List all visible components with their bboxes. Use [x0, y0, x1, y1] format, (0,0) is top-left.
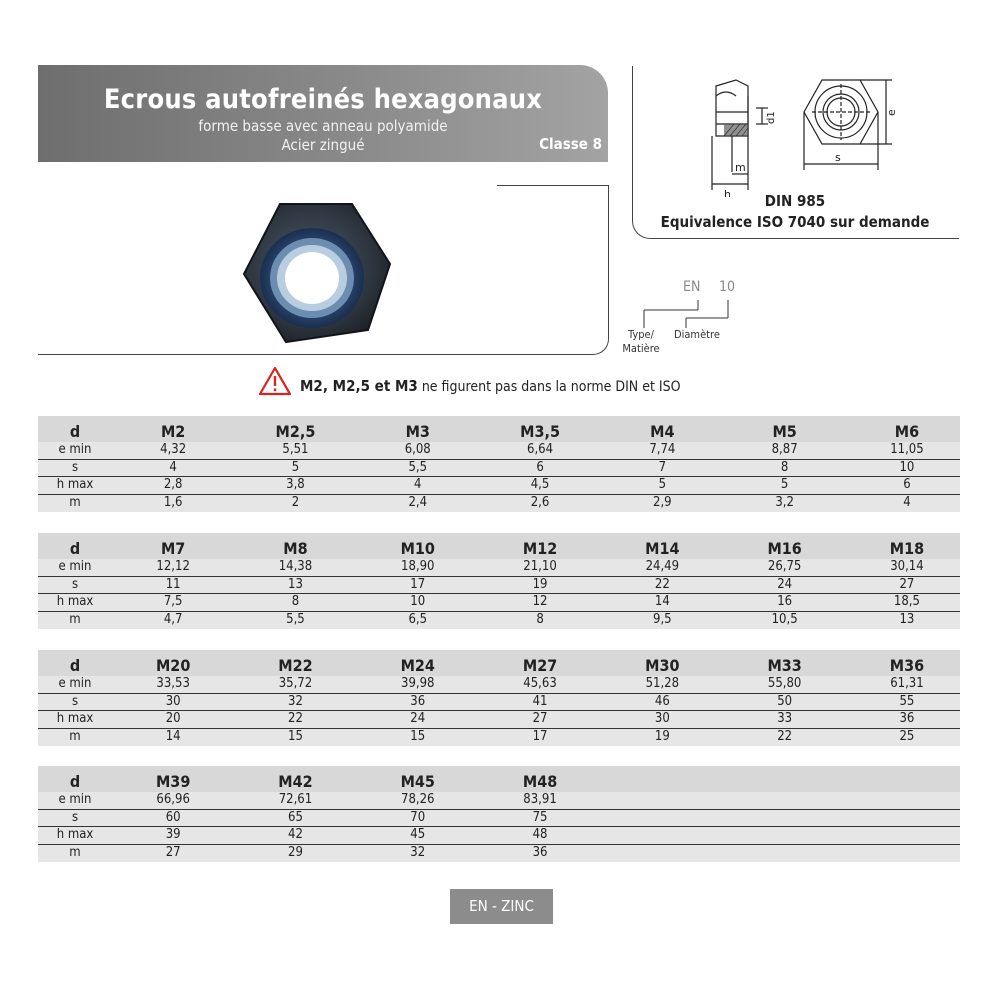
row-label: m — [69, 494, 81, 510]
table-cell: 39,98 — [401, 676, 435, 691]
header-cell-size: M12 — [522, 539, 558, 558]
table-cell: 30 — [165, 693, 181, 709]
header-cell-size: M2,5 — [275, 422, 316, 441]
table-header-row — [38, 766, 960, 792]
table-cell: 12,12 — [156, 559, 190, 574]
table-cell: 24 — [410, 711, 426, 726]
dimension-table — [38, 533, 960, 629]
table-row — [38, 495, 960, 513]
table-cell — [846, 810, 968, 827]
table-cell: 7,74 — [649, 442, 676, 457]
din985-technical-drawing — [700, 72, 900, 197]
table-cell: 11,05 — [890, 442, 924, 457]
header-cell-size: M7 — [160, 539, 186, 558]
table-cell: 41 — [532, 693, 548, 709]
table-cell: 35,72 — [278, 676, 313, 691]
designation-code: EN — [683, 279, 701, 295]
table-cell: 19 — [654, 728, 670, 744]
row-label: h max — [56, 711, 94, 726]
row-label: s — [71, 809, 79, 825]
table-cell — [846, 792, 968, 809]
dimension-table — [38, 650, 960, 746]
table-cell: 14 — [165, 728, 181, 744]
header-cell-size: M10 — [400, 539, 435, 558]
subtitle-form: forme basse avec anneau polyamide — [198, 117, 448, 135]
table-cell: 21,10 — [523, 559, 557, 574]
table-row — [38, 577, 960, 595]
table-header-row — [38, 650, 960, 676]
table-cell: 32 — [288, 693, 303, 709]
table-cell: 16 — [777, 594, 793, 609]
header-cell-size: M39 — [155, 772, 191, 791]
table-cell: 18,90 — [401, 559, 435, 574]
table-cell: 60 — [165, 809, 181, 825]
table-cell — [601, 810, 723, 827]
table-cell: 18,5 — [893, 594, 920, 609]
table-cell: 83,91 — [523, 792, 557, 807]
header-cell-d: d — [69, 422, 81, 441]
material-label: Matière — [622, 342, 660, 355]
table-row — [38, 477, 960, 495]
table-cell: 17 — [532, 728, 548, 744]
row-label: s — [71, 459, 79, 475]
table-cell: 8 — [780, 459, 789, 475]
table-cell: 5,5 — [286, 611, 305, 627]
row-label: s — [71, 576, 79, 592]
table-cell: 6,08 — [404, 442, 431, 457]
frame-line-bottom — [38, 354, 590, 355]
table-cell: 15 — [288, 728, 303, 744]
subtitle-material: Acier zingué — [281, 136, 365, 154]
header-cell-size: M27 — [522, 656, 558, 675]
row-label: h max — [56, 477, 94, 492]
header-cell-size: M36 — [889, 656, 925, 675]
table-cell — [723, 810, 845, 827]
warning-icon — [258, 366, 292, 396]
table-cell: 5 — [780, 477, 789, 492]
header-cell-d: d — [69, 772, 81, 791]
table-cell: 6 — [903, 477, 911, 492]
table-cell: 11 — [165, 576, 181, 592]
table-cell: 22 — [288, 711, 303, 726]
header-cell-size: M48 — [522, 772, 558, 791]
table-cell: 14,38 — [278, 559, 313, 574]
table-cell: 30 — [654, 711, 670, 726]
table-cell: 30,14 — [890, 559, 924, 574]
table-cell: 5,51 — [282, 442, 309, 457]
header-cell-size: M45 — [400, 772, 435, 791]
table-cell: 4,7 — [163, 611, 183, 627]
dim-label-h: h — [724, 188, 731, 197]
table-row — [38, 694, 960, 712]
warning-message: ne figurent pas dans la norme DIN et ISO — [421, 379, 681, 395]
table-cell — [846, 827, 968, 844]
table-cell — [601, 827, 723, 844]
row-label: m — [69, 844, 81, 860]
table-cell: 27 — [532, 711, 548, 726]
table-cell: 8 — [536, 611, 544, 627]
classe-label: Classe 8 — [539, 135, 602, 153]
table-cell: 33,53 — [156, 676, 190, 691]
table-cell: 33 — [777, 711, 793, 726]
table-cell: 36 — [532, 844, 548, 860]
table-cell: 12 — [532, 594, 548, 609]
frame-line-top — [497, 185, 608, 186]
table-cell: 14 — [654, 594, 670, 609]
header-cell-size: M8 — [283, 539, 308, 558]
table-cell: 22 — [654, 576, 670, 592]
row-label: e min — [58, 559, 92, 574]
designation-diameter: 10 — [719, 279, 736, 295]
table-cell: 65 — [288, 809, 303, 825]
table-row — [38, 827, 960, 845]
type-material-label — [620, 328, 662, 356]
row-label: e min — [58, 792, 92, 807]
frame-corner — [590, 336, 609, 355]
header-cell-size: M33 — [767, 656, 802, 675]
dim-label-e: e — [885, 109, 898, 116]
header-cell-size: M5 — [772, 422, 797, 441]
iso-equivalence: Equivalence ISO 7040 sur demande — [660, 213, 930, 231]
header-cell-d: d — [69, 539, 81, 558]
table-cell: 2,8 — [163, 477, 183, 492]
warning-text — [300, 377, 681, 395]
table-cell: 6,5 — [408, 611, 428, 627]
table-cell: 24 — [777, 576, 793, 592]
table-cell: 45 — [410, 827, 426, 842]
table-cell: 10 — [410, 594, 426, 609]
table-row — [38, 729, 960, 747]
diameter-label: Diamètre — [674, 328, 720, 341]
table-cell: 6 — [536, 459, 544, 475]
table-cell: 3,8 — [286, 477, 305, 492]
table-cell: 4 — [903, 494, 911, 510]
table-cell: 32 — [410, 844, 426, 860]
table-cell — [846, 845, 968, 863]
page-title: Ecrous autofreinés hexagonaux — [103, 84, 543, 115]
row-label: s — [71, 693, 79, 709]
header-cell-size: M22 — [278, 656, 313, 675]
table-cell: 8 — [291, 594, 300, 609]
header-cell-size: M24 — [400, 656, 435, 675]
row-label: e min — [58, 676, 92, 691]
table-cell: 13 — [288, 576, 303, 592]
table-cell: 19 — [532, 576, 548, 592]
row-label: e min — [58, 442, 92, 457]
nylon-lock-nut-photo — [240, 198, 392, 348]
table-cell: 78,26 — [401, 792, 435, 807]
table-cell: 55,80 — [767, 676, 802, 691]
row-label: m — [69, 611, 81, 627]
table-cell — [601, 792, 723, 809]
table-row — [38, 460, 960, 478]
table-cell: 13 — [899, 611, 915, 627]
table-cell: 5 — [291, 459, 300, 475]
table-cell: 6,64 — [527, 442, 554, 457]
header-cell-size: M6 — [894, 422, 920, 441]
dim-label-m: m — [735, 161, 746, 174]
table-cell: 61,31 — [890, 676, 924, 691]
table-cell: 51,28 — [645, 676, 680, 691]
table-row — [38, 594, 960, 612]
table-cell: 75 — [532, 809, 548, 825]
table-cell: 66,96 — [156, 792, 190, 807]
table-cell: 9,5 — [653, 611, 672, 627]
header-cell-size: M16 — [767, 539, 802, 558]
table-cell: 24,49 — [645, 559, 680, 574]
din-standard: DIN 985 — [764, 192, 826, 210]
header-cell-d: d — [69, 656, 81, 675]
table-cell: 1,6 — [163, 494, 183, 510]
table-row — [38, 845, 960, 863]
table-cell: 25 — [899, 728, 915, 744]
table-cell: 27 — [165, 844, 181, 860]
table-cell: 36 — [899, 711, 915, 726]
table-cell: 5,5 — [408, 459, 428, 475]
frame-line-right — [608, 185, 609, 336]
table-cell — [723, 845, 845, 863]
table-cell: 46 — [654, 693, 670, 709]
row-label: h max — [56, 827, 94, 842]
table-cell: 10 — [899, 459, 915, 475]
row-label: m — [69, 728, 81, 744]
type-label: Type/ — [628, 328, 654, 341]
table-cell: 20 — [165, 711, 181, 726]
table-row — [38, 711, 960, 729]
table-cell: 3,2 — [775, 494, 794, 510]
table-cell — [601, 845, 723, 863]
header-cell-size: M20 — [155, 656, 191, 675]
dimension-table — [38, 416, 960, 512]
table-cell: 17 — [410, 576, 426, 592]
table-cell: 36 — [410, 693, 426, 709]
table-row — [38, 676, 960, 694]
table-cell: 29 — [288, 844, 303, 860]
table-cell: 55 — [899, 693, 915, 709]
table-cell: 2 — [291, 494, 300, 510]
header-cell-size: M3 — [405, 422, 430, 441]
table-row — [38, 442, 960, 460]
header-cell-size: M4 — [650, 422, 675, 441]
table-row — [38, 559, 960, 577]
table-cell: 7 — [658, 459, 667, 475]
table-cell: 10,5 — [771, 611, 798, 627]
header-cell-size: M2 — [160, 422, 186, 441]
table-cell: 42 — [288, 827, 303, 842]
table-cell: 7,5 — [163, 594, 183, 609]
table-cell: 50 — [777, 693, 793, 709]
table-cell: 5 — [658, 477, 667, 492]
table-cell — [723, 792, 845, 809]
table-cell — [723, 827, 845, 844]
table-cell: 2,4 — [408, 494, 428, 510]
designation-leader-lines — [636, 296, 746, 332]
table-cell: 2,9 — [653, 494, 672, 510]
warning-sizes: M2, M2,5 et M3 — [300, 377, 418, 395]
product-code-badge: EN - ZINC — [450, 889, 553, 924]
table-cell: 22 — [777, 728, 793, 744]
header-cell-size: M3,5 — [520, 422, 560, 441]
header-cell-size: M18 — [889, 539, 925, 558]
table-cell: 72,61 — [278, 792, 313, 807]
dim-label-d1: d1 — [766, 111, 777, 124]
table-cell: 4 — [169, 459, 177, 475]
table-cell: 8,87 — [771, 442, 798, 457]
header-cell-size: M14 — [645, 539, 680, 558]
table-cell: 15 — [410, 728, 426, 744]
table-cell: 27 — [899, 576, 915, 592]
table-cell: 39 — [165, 827, 181, 842]
header-cell-size: M30 — [645, 656, 680, 675]
table-row — [38, 792, 960, 810]
table-header-row — [38, 416, 960, 442]
dim-label-s: s — [835, 151, 841, 164]
table-cell: 70 — [410, 809, 426, 825]
table-header-row — [38, 533, 960, 559]
table-cell: 4,5 — [530, 477, 550, 492]
table-cell: 2,6 — [530, 494, 550, 510]
table-cell: 26,75 — [767, 559, 802, 574]
dimension-table — [38, 766, 960, 862]
table-cell: 48 — [532, 827, 548, 842]
table-cell: 45,63 — [523, 676, 557, 691]
table-cell: 4 — [414, 477, 422, 492]
table-cell: 4,32 — [160, 442, 187, 457]
table-row — [38, 810, 960, 828]
header-cell-size: M42 — [278, 772, 313, 791]
table-row — [38, 612, 960, 630]
row-label: h max — [56, 594, 94, 609]
